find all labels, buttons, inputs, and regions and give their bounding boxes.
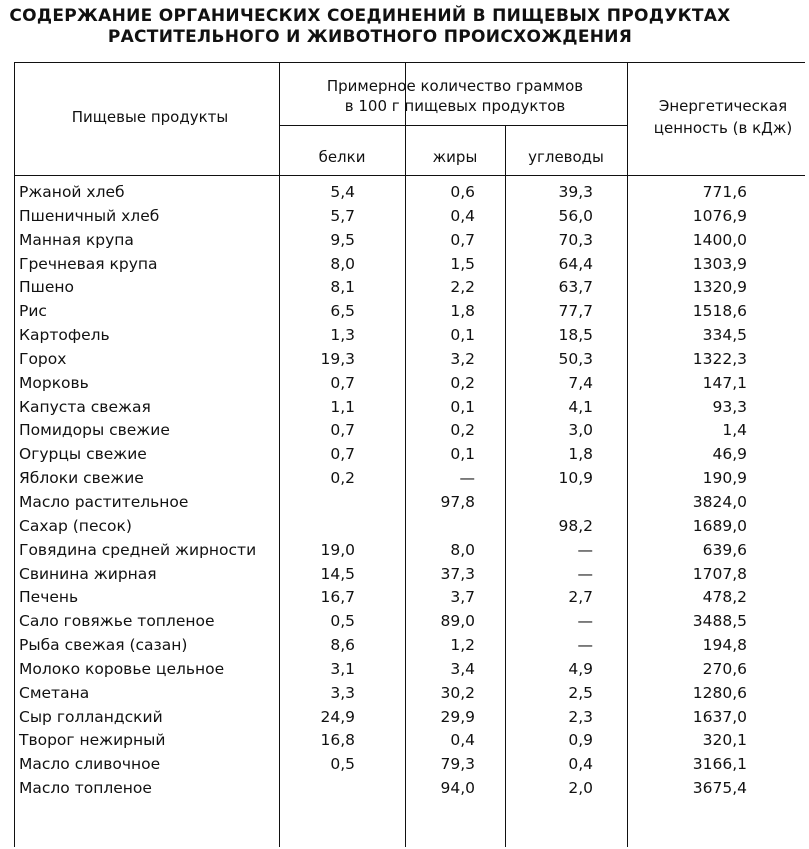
cell-fats: 0,4 [450,731,475,750]
cell-energy: 1,4 [722,421,747,440]
cell-energy: 147,1 [702,373,747,392]
cell-energy: 3166,1 [692,755,747,774]
cell-proteins: 19,0 [320,540,355,559]
cell-product: Пшеничный хлеб [19,206,160,225]
cell-fats: 79,3 [440,755,475,774]
cell-product: Масло сливочное [19,755,161,774]
title-line-2: РАСТИТЕЛЬНОГО И ЖИВОТНОГО ПРОИСХОЖДЕНИЯ [107,27,633,47]
cell-proteins: 24,9 [320,707,355,726]
table-row [19,609,809,633]
table-row [19,585,809,609]
cell-product: Сахар (песок) [19,516,132,535]
cell-energy: 1322,3 [692,349,747,368]
cell-fats: 3,2 [450,349,475,368]
cell-energy: 194,8 [702,636,747,655]
cell-carbs: 70,3 [558,230,593,249]
cell-energy: 771,6 [702,183,747,201]
cell-carbs: — [577,564,593,583]
cell-product: Гречневая крупа [19,254,158,273]
cell-product: Помидоры свежие [19,421,170,440]
table-row [19,252,809,276]
cell-carbs: 64,4 [558,254,593,273]
table-row [19,371,809,395]
cell-energy: 1280,6 [692,683,747,702]
cell-energy: 3675,4 [692,779,747,798]
cell-carbs: 1,8 [568,445,593,464]
header-bottom-rule [15,175,805,176]
cell-fats: 1,2 [450,636,475,655]
cell-product: Свинина жирная [19,564,157,583]
cell-fats: 1,8 [450,302,475,321]
cell-fats: 0,1 [450,397,475,416]
cell-product: Сыр голландский [19,707,163,726]
cell-product: Морковь [19,373,89,392]
cell-proteins: 8,0 [330,254,355,273]
table-row [19,180,809,204]
cell-fats: 30,2 [440,683,475,702]
cell-proteins: 8,6 [330,636,355,655]
table-row [19,657,809,681]
header-amount [305,76,605,116]
cell-carbs: 50,3 [558,349,593,368]
cell-fats: 1,5 [450,254,475,273]
cell-product: Рис [19,302,47,321]
cell-product: Говядина средней жирности [19,540,257,559]
cell-proteins: 1,1 [330,397,355,416]
cell-product: Молоко коровье цельное [19,659,225,678]
cell-fats: 97,8 [440,492,475,511]
header-energy [643,95,803,139]
page-title [0,6,740,48]
cell-carbs: 2,3 [568,707,593,726]
cell-carbs: — [577,540,593,559]
cell-carbs: 98,2 [558,516,593,535]
cell-product: Сметана [19,683,90,702]
table-row [19,776,809,800]
cell-fats: 3,7 [450,588,475,607]
header-product: Пищевые продукты [71,108,229,126]
cell-energy: 1076,9 [692,206,747,225]
cell-fats: 0,1 [450,445,475,464]
table-row [19,228,809,252]
cell-carbs: 2,5 [568,683,593,702]
table-row [19,514,809,538]
cell-proteins: 1,3 [330,326,355,345]
cell-energy: 270,6 [702,659,747,678]
cell-energy: 1707,8 [692,564,747,583]
cell-product: Сало говяжье топленое [19,612,215,631]
cell-proteins: 5,4 [330,183,355,201]
table-row [19,705,809,729]
cell-carbs: 0,4 [568,755,593,774]
cell-energy: 190,9 [702,469,747,488]
cell-energy: 639,6 [702,540,747,559]
cell-proteins: 16,8 [320,731,355,750]
cell-fats: 0,1 [450,326,475,345]
cell-energy: 1303,9 [692,254,747,273]
cell-fats: — [459,469,475,488]
cell-proteins: 9,5 [330,230,355,249]
table-row [19,633,809,657]
cell-carbs: — [577,612,593,631]
cell-energy: 3488,5 [692,612,747,631]
cell-fats: 29,9 [440,707,475,726]
table-row [19,347,809,371]
cell-proteins: 0,5 [330,612,355,631]
cell-fats: 3,4 [450,659,475,678]
header-amount-line-2: в 100 г пищевых продуктов [344,97,566,115]
cell-carbs: 0,9 [568,731,593,750]
cell-carbs: 56,0 [558,206,593,225]
cell-proteins: 0,7 [330,445,355,464]
table-row [19,538,809,562]
cell-carbs: 77,7 [558,302,593,321]
cell-proteins: 6,5 [330,302,355,321]
cell-product: Пшено [19,278,74,297]
cell-energy: 1689,0 [692,516,747,535]
table-row [19,418,809,442]
table-body [19,180,809,800]
cell-carbs: 39,3 [558,183,593,201]
title-line-1: СОДЕРЖАНИЕ ОРГАНИЧЕСКИХ СОЕДИНЕНИЙ В ПИЩЕВЫХ ПРОДУКТАХ [9,6,731,26]
cell-product: Яблоки свежие [19,469,144,488]
table-row [19,299,809,323]
cell-fats: 8,0 [450,540,475,559]
cell-fats: 0,6 [450,183,475,201]
table-row [19,204,809,228]
cell-carbs: 4,9 [568,659,593,678]
cell-proteins: 16,7 [320,588,355,607]
cell-product: Огурцы свежие [19,445,147,464]
cell-fats: 0,4 [450,206,475,225]
cell-fats: 0,2 [450,421,475,440]
cell-product: Манная крупа [19,230,134,249]
cell-product: Картофель [19,326,110,345]
cell-fats: 94,0 [440,779,475,798]
cell-proteins: 0,7 [330,421,355,440]
header-proteins: белки [318,148,366,166]
cell-energy: 46,9 [712,445,747,464]
cell-fats: 0,7 [450,230,475,249]
cell-energy: 1637,0 [692,707,747,726]
header-energy-line-2: ценность (в кДж) [653,119,793,137]
cell-fats: 2,2 [450,278,475,297]
cell-energy: 478,2 [702,588,747,607]
cell-energy: 320,1 [702,731,747,750]
cell-proteins: 0,5 [330,755,355,774]
table-row [19,490,809,514]
cell-energy: 1400,0 [692,230,747,249]
nutrition-table [14,62,805,847]
table-row [19,395,809,419]
cell-fats: 37,3 [440,564,475,583]
cell-carbs: 18,5 [558,326,593,345]
cell-proteins: 3,1 [330,659,355,678]
header-fats: жиры [432,148,478,166]
cell-carbs: 2,0 [568,779,593,798]
cell-product: Ржаной хлеб [19,183,125,201]
table-row [19,323,809,347]
cell-product: Капуста свежая [19,397,151,416]
cell-product: Рыба свежая (сазан) [19,636,188,655]
cell-energy: 1518,6 [692,302,747,321]
cell-energy: 1320,9 [692,278,747,297]
cell-proteins: 5,7 [330,206,355,225]
cell-carbs: 63,7 [558,278,593,297]
header-amount-line-1: Примерное количество граммов [326,77,584,95]
header-energy-line-1: Энергетическая [658,97,788,115]
table-row [19,275,809,299]
cell-proteins: 8,1 [330,278,355,297]
cell-carbs: 7,4 [568,373,593,392]
cell-carbs: 10,9 [558,469,593,488]
cell-product: Масло топленое [19,779,152,798]
cell-energy: 93,3 [712,397,747,416]
table-row [19,466,809,490]
cell-energy: 3824,0 [692,492,747,511]
cell-carbs: 4,1 [568,397,593,416]
table-row [19,752,809,776]
header-carbs: углеводы [528,148,604,166]
cell-product: Творог нежирный [19,731,166,750]
table-row [19,562,809,586]
table-row [19,442,809,466]
table-row [19,728,809,752]
cell-carbs: 3,0 [568,421,593,440]
cell-product: Горох [19,349,67,368]
cell-proteins: 0,2 [330,469,355,488]
cell-fats: 0,2 [450,373,475,392]
table-row [19,681,809,705]
cell-carbs: 2,7 [568,588,593,607]
cell-proteins: 14,5 [320,564,355,583]
cell-product: Печень [19,588,79,607]
cell-carbs: — [577,636,593,655]
cell-product: Масло растительное [19,492,189,511]
header-subdivider [279,125,627,126]
cell-fats: 89,0 [440,612,475,631]
cell-proteins: 0,7 [330,373,355,392]
cell-proteins: 19,3 [320,349,355,368]
cell-energy: 334,5 [702,326,747,345]
cell-proteins: 3,3 [330,683,355,702]
